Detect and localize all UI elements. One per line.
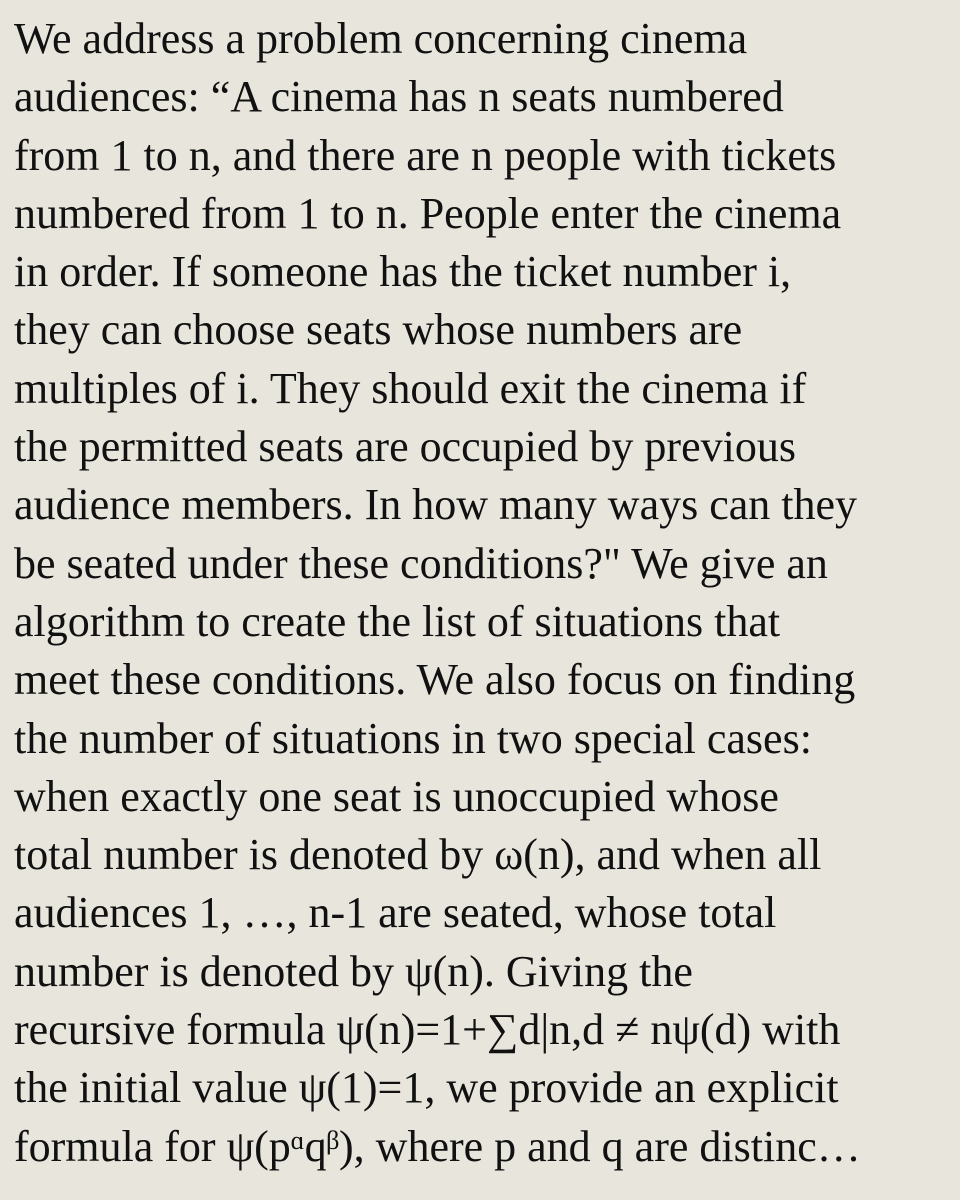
abstract-line: from 1 to n, and there are n people with tickets [14,130,837,180]
abstract-line: audiences 1, …, n-1 are seated, whose total [14,888,777,938]
abstract-line: they can choose seats whose numbers are [14,305,743,355]
abstract-line: audiences: “A cinema has n seats numbered [14,72,784,122]
abstract-line: the permitted seats are occupied by previous [14,422,796,472]
abstract-line: audience members. In how many ways can they [14,480,858,530]
abstract-line: in order. If someone has the ticket number i, [14,247,792,297]
abstract-line: be seated under these conditions?" We give an [14,538,828,588]
abstract-line: the initial value ψ(1)=1, we provide an explicit [14,1063,839,1113]
abstract-line: numbered from 1 to n. People enter the cinema [14,188,842,238]
abstract-line: algorithm to create the list of situations that [14,596,781,646]
abstract-line: formula for ψ(pᵅqᵝ), where p and q are distinc… [14,1121,861,1171]
abstract-line: number is denoted by ψ(n). Giving the [14,946,693,996]
abstract-text [14,10,954,1176]
abstract-line: when exactly one seat is unoccupied whose [14,771,779,821]
abstract-line: recursive formula ψ(n)=1+∑d|n,d ≠ nψ(d) with [14,1005,841,1055]
abstract-line: the number of situations in two special cases: [14,713,812,763]
abstract-line: multiples of i. They should exit the cinema if [14,363,807,413]
abstract-line: meet these conditions. We also focus on finding [14,655,856,705]
abstract-line: We address a problem concerning cinema [14,14,748,63]
abstract-line: total number is denoted by ω(n), and when all [14,830,822,880]
